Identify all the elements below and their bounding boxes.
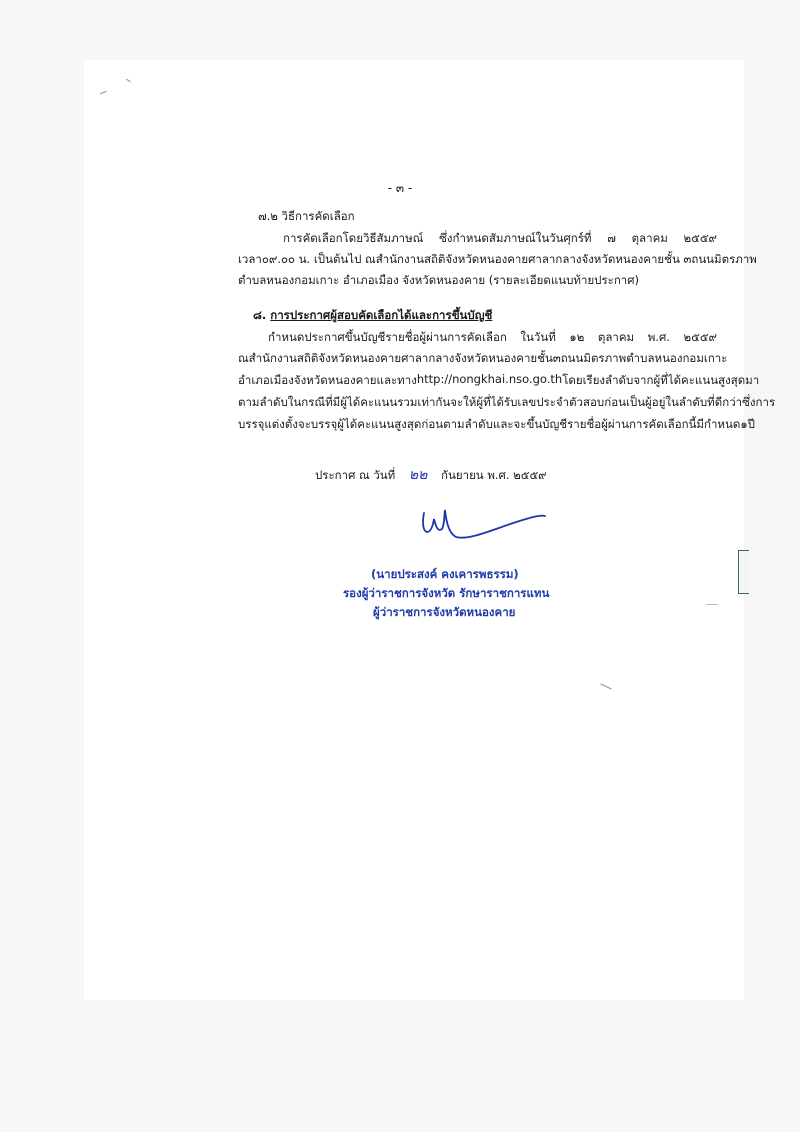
page-edge-tab [738,550,749,594]
paragraph-line [238,350,728,368]
text-segment: ตุลาคม [631,231,668,245]
text-segment: การคัดเลือกโดยวิธีสัมภาษณ์ [283,231,424,245]
text-segment: อำเภอเมือง [238,373,294,387]
text-segment: ณ [238,351,249,365]
signatory-name: (นายประสงค์ คงเคารพธรรม) [371,567,519,581]
text-segment: ศาลากลางจังหวัดหนองคาย [528,252,665,266]
text-segment: ๗ [607,231,616,245]
text-segment: ชั้น [537,351,553,365]
paragraph-line [238,394,776,412]
text-segment: ๑๒ [569,330,585,344]
text-segment: ศาลากลางจังหวัดหนองคาย [401,351,538,365]
text-segment: เวลา [238,252,262,266]
paragraph-line: ตำบลหนองกอมเกาะ อำเภอเมือง จังหวัดหนองคาย (รายละเอียดแนบท้ายประกาศ) [238,273,640,287]
handwritten-signature [418,505,548,555]
paragraph-line [238,251,757,269]
announcement-date [315,464,547,486]
section-8-heading [253,307,492,325]
text-segment: ๐๙.๐๐ น. เป็นต้นไป ณ [261,252,376,266]
paragraph-line [283,230,717,248]
page-number: - ๓ - [387,181,413,195]
text-segment: พ.ศ. [647,330,670,344]
text-segment: ถนนมิตรภาพ [691,252,757,266]
website-link-text: http://nongkhai.nso.go.th [416,372,563,386]
text-segment: สำนักงานสถิติจังหวัดหนองคาย [248,351,402,365]
date-prefix: ประกาศ ณ วันที่ [315,468,396,482]
text-segment: ๒๕๕๙ [683,231,717,245]
text-segment: กำหนดประกาศขึ้นบัญชีรายชื่อผู้ผ่านการคัดเลือก [268,330,507,344]
signatory-title-2: ผู้ว่าราชการจังหวัดหนองคาย [373,605,516,619]
paragraph-line [268,329,717,347]
text-segment: ปี [747,417,755,431]
paragraph-line [238,416,755,434]
text-segment: ตุลาคม [597,330,635,344]
section-title: การประกาศผู้สอบคัดเลือกได้และการขึ้นบัญชี [270,308,493,322]
text-segment: ซึ่งการ [742,395,776,409]
section-7-2-heading: ๗.๒ วิธีการคัดเลือก [258,209,355,223]
text-segment: สำนักงานสถิติจังหวัดหนองคาย [375,252,529,266]
text-segment: ชั้น ๓ [664,252,692,266]
text-segment: บรรจุแต่งตั้งจะบรรจุผู้ได้คะแนนสูงสุดก่อน [238,417,444,431]
text-segment: ซึ่งกำหนดสัมภาษณ์ในวันศุกร์ที่ [439,231,592,245]
paragraph-line [238,372,760,390]
text-segment: ในกรณีที่มีผู้ได้คะแนนรวมเท่ากันจะให้ผู้ที่ได้รับเลขประจำตัวสอบก่อนเป็นผู้อยู่ในลำดับที่ดีกว่า [287,395,743,409]
text-segment: ในวันที่ [520,330,556,344]
text-segment: ๑ [740,417,748,431]
text-segment: ๒๕๕๙ [683,330,717,344]
text-segment: ตามลำดับ [443,417,493,431]
section-number: ๘. [253,308,267,322]
text-segment: ๓ [552,351,561,365]
date-month-year: กันยายน พ.ศ. ๒๕๕๙ [441,468,547,482]
handwritten-day: ๒๒ [408,467,428,483]
text-segment: และทาง [376,373,417,387]
text-segment: โดยเรียงลำดับจากผู้ที่ได้คะแนนสูงสุดมา [562,373,760,387]
text-segment: ถนนมิตรภาพ [560,351,627,365]
text-segment: และจะขึ้นบัญชีรายชื่อผู้ผ่านการคัดเลือกนี้มีกำหนด [492,417,741,431]
text-segment: ตามลำดับ [238,395,288,409]
signatory-title: รองผู้ว่าราชการจังหวัด รักษาราชการแทน [343,586,550,600]
text-segment: จังหวัดหนองคาย [293,373,377,387]
text-segment: ตำบลหนองกอมเกาะ [626,351,728,365]
